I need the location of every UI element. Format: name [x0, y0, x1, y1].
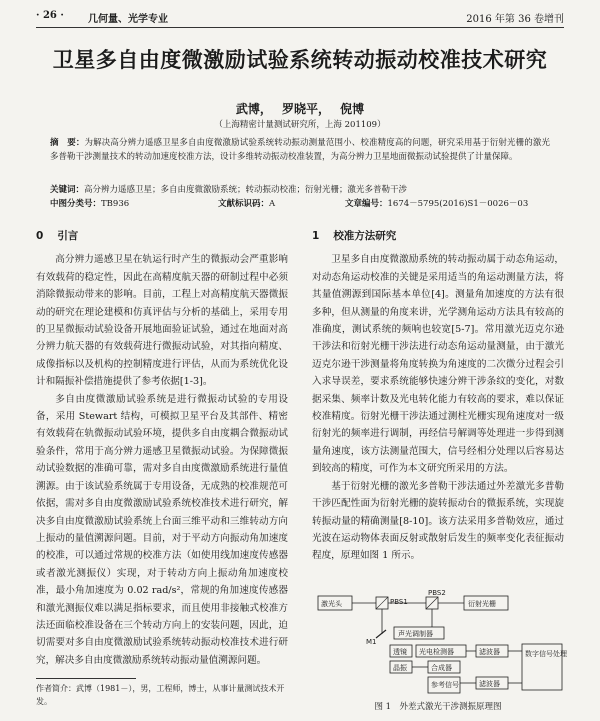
article-number: 文章编号：1674－5795(2016)S1－0026－03: [345, 199, 529, 209]
method-paragraph: 卫星多自由度微激励系统的转动振动属于动态角运动，对动态角运动校准的关键是采用适当的角运动测量方法，将其量值溯源到国际基本单位[4]。测量角加速度的方法有很多种，但从测量的角度来讲，光学测角运动方法具有较高的准确度，测试系统的频响也较宽[5-7]。常用激光迈克尔逊干涉法和衍射光栅干涉法进行动态角运动量测量，由于激光迈克尔逊干涉测量将角度转换为角速度的二次微分过程会引入求导误差，要求系统能够快速分辨干涉条纹的变化，对数据采集、频率计数及光电转化能力有较高的要求，难以保证校准精度。衍射光栅干涉法通过测柱光栅实现角速度对一级衍射光的频率进行调制，再经信号解调等处理进一步得到测量角速度，该方法测量范围大，信号经相分处理以后容易达到较高的精度，可作为本文研究所采用的方法。: [312, 254, 564, 475]
reference-signal-label: 参考信号: [431, 681, 459, 689]
authors: 武博， 罗晓平， 倪博: [235, 102, 365, 116]
intro-paragraph: 多自由度微激励试验系统是进行微振动试验的专用设备，采用 Stewart 结构，可模拟卫星平台及其部件、精密有效载荷在轨微振动试验环境，提供多自由度耦合微振动试验条件，常用于高分辨力遥感卫星微振动试验。为保障微振动试验数据的准确可靠，需对多自由度微激励系统进行量值溯源。由于该试验系统属于专用设备，无成熟的校准规范可依据，需对多自由度微激励试验系统校准技术进行研究，解决多自由度微激励试验系统上台面三维平动和三维转动方向上振动的量值溯源问题。目前，对于平动方向振动角加速度的校准，可以通过常规的校准方法（如使用线加速度传感器或者激光测振仪）实现，对于转动方向上振动角加速度校准，最小角加速度为 0.02 rad/s²，常规的角加速度传感器和激光测振仪难以满足指标要求，而且使用非接触式校准方法还面临校准设备在三个转动方向上的安装问题，因此，迫切需要对多自由度微激励试验系统转动振动校准技术进行研究，解决多自由度微激励系统转动振动量值溯源问题。: [36, 393, 288, 666]
paper-title: 卫星多自由度微激励试验系统转动振动校准技术研究: [52, 48, 548, 72]
journal-issue: 2016 年第 36 卷增刊: [466, 14, 564, 25]
lens-label: 透镜: [393, 648, 407, 656]
keywords-label: 关键词：: [50, 185, 85, 195]
pbs2-label: PBS2: [428, 589, 446, 597]
header-rule: [36, 27, 564, 28]
right-column: [312, 228, 564, 565]
laser-head-label: 激光头: [321, 600, 342, 608]
filter-label-1: 滤波器: [479, 648, 500, 656]
dsp-label: 数字信号处理: [525, 650, 567, 658]
clc-number: 中图分类号：TB936: [50, 199, 130, 209]
keywords-text: 高分辨力遥感卫星；多自由度微激励系统；转动振动校准；衍射光栅；激光多普勒干涉: [84, 185, 408, 195]
pbs1-label: PBS1: [390, 598, 408, 606]
photodetector-label: 光电检测器: [419, 648, 454, 656]
doc-code: 文献标识码：A: [218, 199, 276, 209]
left-column: [36, 228, 288, 669]
mirror-m1: [376, 630, 386, 638]
m1-label: M1: [366, 638, 377, 646]
method-paragraph: 基于衍射光栅的激光多普勒干涉法通过外差激光多普勒干涉匹配性面为衍射光栅的旋转振动台的微振系统，实现旋转振动量的精确测量[8-10]。该方法采用多普勒效应，通过光波在运动物体表面反射或散射后发生的频率变化表征振动程度，原理如图 1 所示。: [312, 480, 564, 562]
grating-label: 衍射光栅: [468, 600, 496, 608]
oscillator-label: 晶振: [393, 664, 407, 672]
abstract-text: 为解决高分辨力遥感卫星多自由度微激励试验系统转动振动测量范围小、校准精度高的问题，研究采用基于衍射光栅的激光多普勒干涉测量技术的转动加速度校准方法，设计多维转动振动校准装置，为高分辨力卫星地面微振动试验提供了计量保障。: [50, 138, 550, 162]
author-footnote: 作者简介：武博（1981－），男，工程师，博士，从事计量测试技术开发。: [36, 684, 285, 706]
interferometer-diagram: [316, 589, 567, 698]
footnote-rule: [36, 678, 136, 679]
mixer-label: 合成器: [431, 664, 452, 672]
keywords: [50, 183, 550, 195]
aom-label: 声光调制器: [398, 630, 433, 638]
affiliation: （上海精密计量测试研究所，上海 201109）: [214, 120, 386, 130]
journal-section: 几何量、光学专业: [88, 14, 168, 25]
intro-paragraph: 高分辨力遥感卫星在轨运行时产生的微振动会严重影响有效载荷的稳定性，因此在高精度航天器的研制过程中必须消除微振动带来的影响。目前，工程上对高精度航天器微振动的研究在理论建模和仿真评估与分析的基础上，采用专用的卫星微振动试验设备开展地面验证试验，通过在地面对高分辨力航天器的有效载荷进行微振动试验，对其指向精度、成像指标以及机构的控制精度进行评估，从而为系统优化设计和隔振补偿措施提供了参考依据[1-3]。: [36, 254, 288, 388]
section-heading-method: 1 校准方法研究: [312, 230, 397, 242]
abstract: [50, 136, 550, 164]
abstract-label: 摘 要：: [50, 138, 85, 148]
page-number: · 26 ·: [36, 10, 64, 21]
section-heading-intro: 0 引言: [36, 230, 79, 242]
figure-caption: 图 1 外差式激光干涉测振原理图: [374, 702, 502, 712]
running-header: [36, 10, 564, 26]
filter-label-2: 滤波器: [479, 680, 500, 688]
